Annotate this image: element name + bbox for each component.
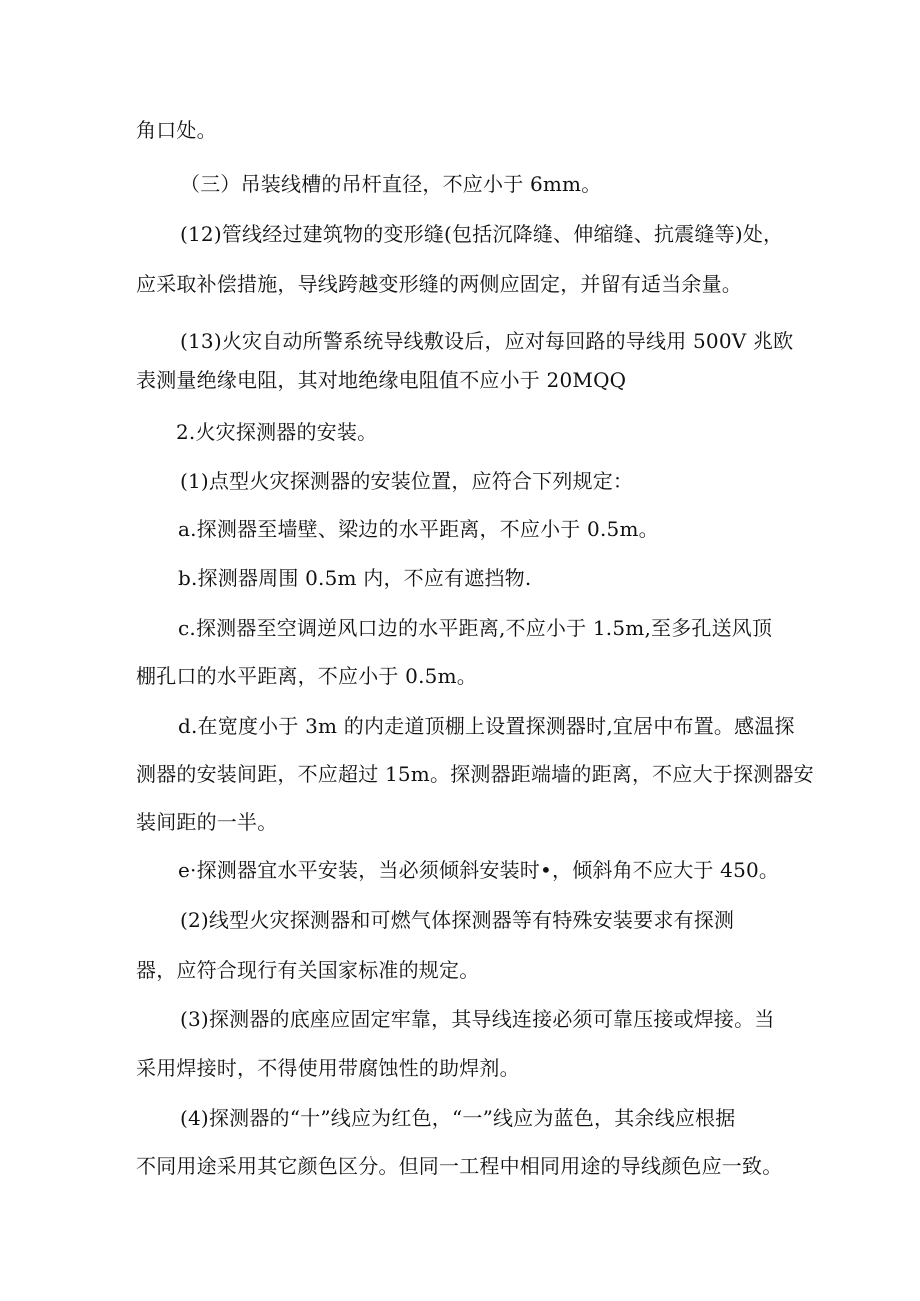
section-heading: 2.火灾探测器的安装。 bbox=[176, 420, 378, 444]
text-line: 表测量绝缘电阻，其对地绝缘电阻值不应小于 20MQQ bbox=[136, 368, 627, 392]
text-line: (12)管线经过建筑物的变形缝(包括沉降缝、伸缩缝、抗震缝等)处， bbox=[180, 222, 784, 246]
text-line: (4)探测器的“十”线应为红色，“一”线应为蓝色，其余线应根据 bbox=[180, 1106, 736, 1130]
text-line: 不同用途采用其它颜色区分。但同一工程中相同用途的导线颜色应一致。 bbox=[136, 1154, 783, 1178]
text-line: b.探测器周围 0.5m 内，不应有遮挡物. bbox=[178, 566, 532, 590]
text-line: c.探测器至空调逆风口边的水平距离,不应小于 1.5m,至多孔送风顶 bbox=[178, 616, 773, 640]
text-line: 器，应符合现行有关国家标准的规定。 bbox=[136, 958, 480, 982]
text-line: d.在宽度小于 3m 的内走道顶棚上设置探测器时,宜居中布置。感温探 bbox=[178, 714, 795, 738]
text-line: (13)火灾自动所警系统导线敷设后，应对每回路的导线用 500V 兆欧 bbox=[180, 329, 794, 353]
text-line: 角口处。 bbox=[136, 118, 217, 142]
text-line: （三）吊装线槽的吊杆直径，不应小于 6mm。 bbox=[180, 172, 602, 196]
text-line: 测器的安装间距，不应超过 15m。探测器距端墙的距离，不应大于探测器安 bbox=[136, 762, 814, 786]
text-line: (3)探测器的底座应固定牢靠，其导线连接必须可靠压接或焊接。当 bbox=[180, 1007, 775, 1031]
text-line: a.探测器至墙壁、梁边的水平距离，不应小于 0.5m。 bbox=[178, 517, 659, 541]
text-line: (2)线型火灾探测器和可燃气体探测器等有特殊安装要求有探测 bbox=[180, 908, 735, 932]
text-line: e·探测器宜水平安装，当必须倾斜安装时•，倾斜角不应大于 450。 bbox=[178, 858, 780, 882]
text-line: 应采取补偿措施，导线跨越变形缝的两侧应固定，并留有适当余量。 bbox=[136, 272, 742, 296]
text-line: 采用焊接时，不得使用带腐蚀性的助焊剂。 bbox=[136, 1056, 520, 1080]
text-line: (1)点型火灾探测器的安装位置，应符合下列规定： bbox=[180, 469, 634, 493]
text-line: 装间距的一半。 bbox=[136, 810, 278, 834]
text-line: 棚孔口的水平距离，不应小于 0.5m。 bbox=[136, 664, 477, 688]
